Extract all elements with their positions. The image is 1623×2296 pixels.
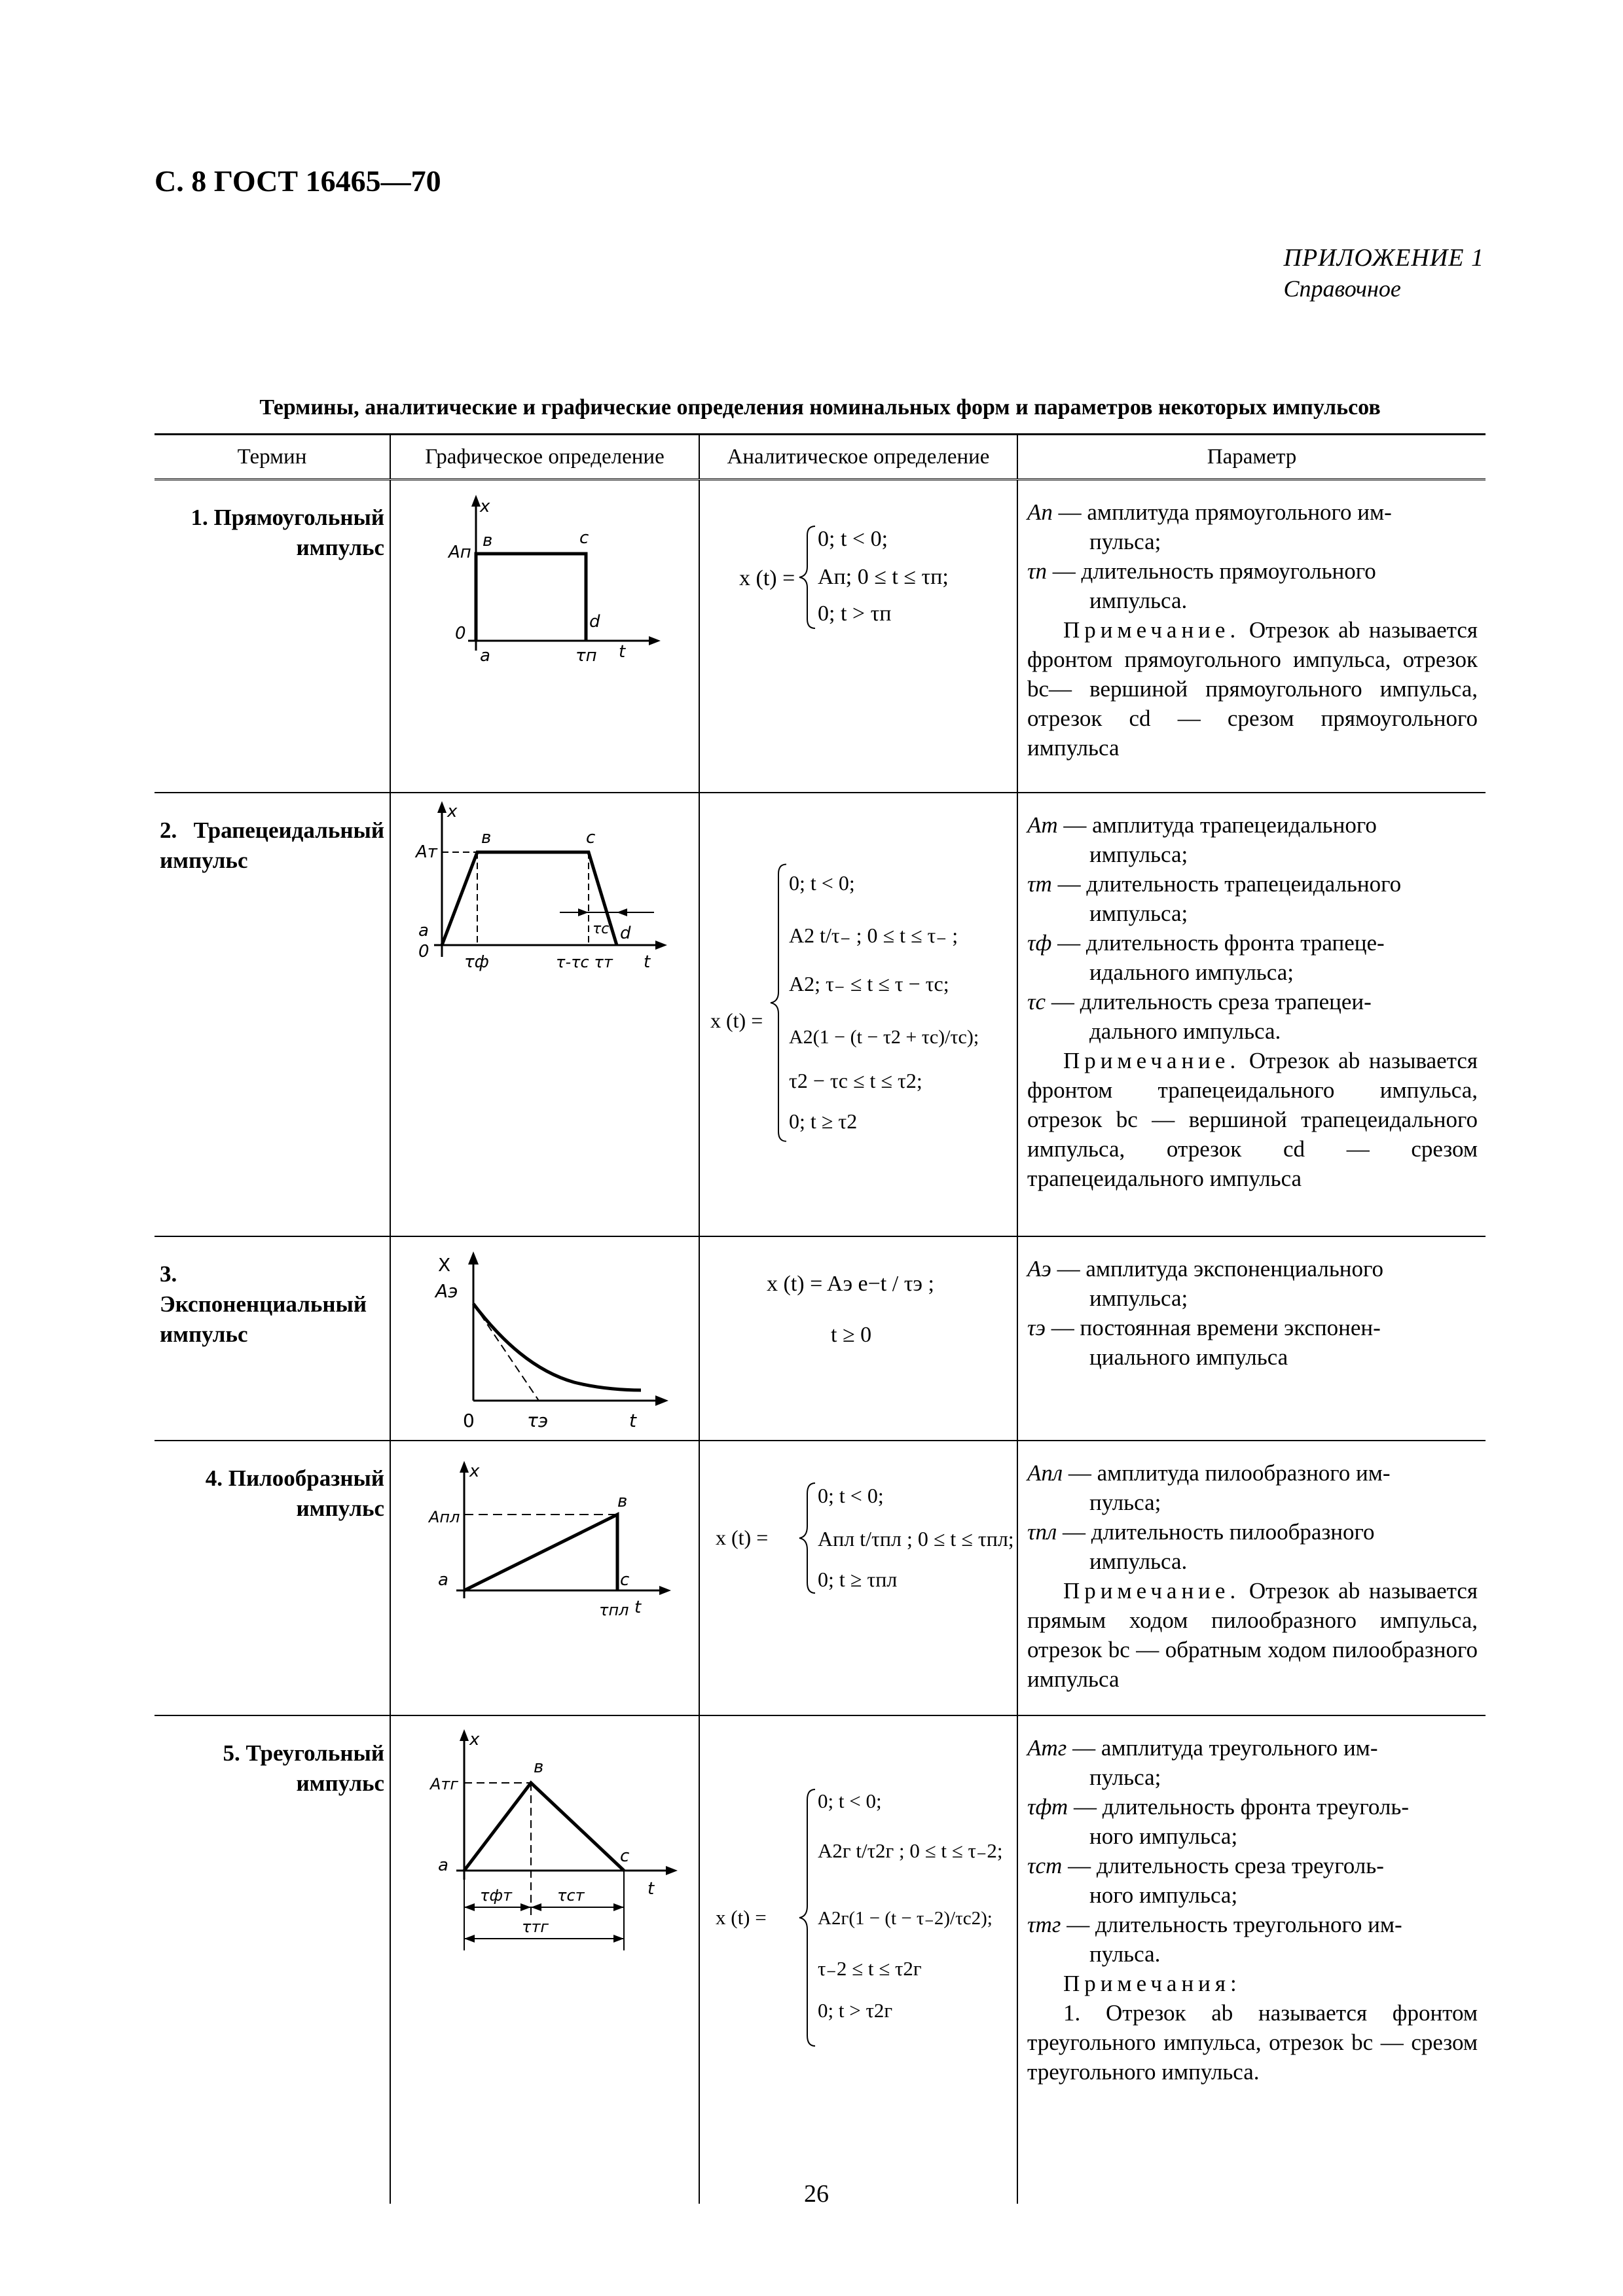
graph-cell (390, 480, 699, 793)
param-cell (1017, 1441, 1486, 1715)
graph-label: d (589, 612, 600, 632)
formula-case: Aп; 0 ≤ t ≤ τп; (818, 565, 949, 589)
note-text: 1. Отрезок ab называется фронтом треугольного импульса, отрезок bc — срезом треугольного импульса. (1027, 2000, 1478, 2085)
note-label: Примечание. (1063, 617, 1241, 643)
param-text: — длительность среза треуголь- (1068, 1852, 1384, 1878)
formula-cell (699, 793, 1017, 1236)
formula-cell (699, 1236, 1017, 1441)
formula-case: 0; t < 0; (818, 527, 888, 551)
appendix-subtitle: Справочное (1283, 276, 1401, 302)
param-text-cont: пульса. (1089, 1941, 1161, 1967)
param-line (1027, 1910, 1478, 1939)
graph-label: a (480, 646, 490, 666)
graph-label: Aтг (430, 1774, 459, 1793)
sawtooth-pulse-graph (391, 1441, 697, 1638)
note (1027, 615, 1478, 762)
graph-label: Aп (448, 543, 471, 562)
column-header-parameter: Параметр (1017, 435, 1486, 480)
graph-label: Aэ (435, 1280, 458, 1302)
graph-label: d (620, 923, 631, 943)
formula-case: 0; t > τ2г (818, 1998, 893, 2022)
formula-case: 0; t ≥ τ2 (789, 1109, 858, 1133)
param-symbol: τф (1027, 929, 1052, 956)
param-text: — амплитуда прямоугольного им- (1058, 499, 1392, 525)
param-line (1027, 497, 1478, 527)
graph-label: τфт (480, 1886, 512, 1905)
triangular-pulse-formula (700, 1716, 1017, 2056)
param-text-cont: пульса; (1089, 529, 1161, 554)
param-line (1027, 1313, 1478, 1342)
param-text: — длительность пилообразного (1063, 1518, 1375, 1545)
param-symbol: τт (1027, 870, 1052, 897)
graph-label: c (586, 827, 596, 848)
term-cell (155, 1715, 390, 2204)
graph-label: t (647, 1878, 655, 1899)
rectangular-pulse-graph (391, 480, 697, 677)
param-line (1027, 869, 1478, 899)
param-text-cont: пульса; (1089, 1764, 1161, 1790)
param-text-cont: пульса; (1089, 1489, 1161, 1515)
term-cell (155, 480, 390, 793)
formula-case: 0; t < 0; (818, 1789, 882, 1812)
param-symbol: Aт (1027, 812, 1058, 838)
graph-label: τф (464, 952, 489, 972)
note (1027, 1046, 1478, 1193)
appendix-title: ПРИЛОЖЕНИЕ 1 (1283, 244, 1484, 272)
param-text: — длительность фронта трапеце- (1057, 929, 1385, 956)
param-line (1027, 810, 1478, 840)
table-row (155, 793, 1486, 1236)
param-text: — длительность фронта треуголь- (1073, 1793, 1410, 1820)
param-line (1027, 1792, 1478, 1821)
param-text-cont: импульса. (1089, 588, 1188, 613)
column-header-graph: Графическое определение (390, 435, 699, 480)
trapezoidal-pulse-formula (700, 793, 1017, 1160)
formula-line: t ≥ 0 (831, 1322, 872, 1347)
graph-label: a (438, 1570, 448, 1590)
term-name: 2. Трапецеидальный импульс (160, 817, 384, 873)
param-text-cont: идального импульса; (1089, 959, 1294, 985)
graph-label: x (447, 801, 458, 821)
formula-case: τ2 − τc ≤ t ≤ τ2; (789, 1068, 922, 1092)
note-label: Примечание. (1063, 1047, 1241, 1073)
formula-lhs: x (t) = (739, 566, 795, 590)
graph-label: τ-τс τт (556, 952, 613, 971)
graph-label: τп (575, 646, 597, 666)
param-text-cont: циального импульса (1089, 1344, 1288, 1370)
graph-label: x (469, 1461, 480, 1481)
term-cell (155, 1236, 390, 1441)
param-line (1027, 928, 1478, 958)
graph-label: c (579, 528, 589, 548)
term-name: 4. Пилообразный импульс (205, 1465, 384, 1521)
note-text: Отрезок ab называется фронтом трапецеидального импульса, отрезок bc — вершиной трапецеидального импульса, отрезок cd — срезом трапецеидального импульса (1027, 1047, 1478, 1191)
term-name: 3. Экспоненциальный импульс (160, 1261, 367, 1347)
formula-case: A2г(1 − (t − τ₋2)/τc2); (818, 1907, 993, 1929)
param-text: — длительность прямоугольного (1052, 558, 1376, 584)
table-row (155, 480, 1486, 793)
param-text-cont: импульса; (1089, 900, 1188, 926)
graph-label: τст (557, 1886, 585, 1905)
param-line (1027, 1458, 1478, 1488)
param-symbol: Aп (1027, 499, 1053, 525)
param-text: — длительность трапецеидального (1057, 870, 1402, 897)
param-text-cont: импульса; (1089, 1285, 1188, 1311)
param-text-cont: импульса. (1089, 1548, 1188, 1574)
formula-lhs: x (t) = (716, 1905, 767, 1929)
graph-label: c (620, 1570, 630, 1590)
exponential-pulse-graph (391, 1237, 697, 1440)
param-symbol: τс (1027, 988, 1046, 1014)
param-line (1027, 556, 1478, 586)
param-line (1027, 1733, 1478, 1763)
sawtooth-pulse-formula (700, 1441, 1017, 1638)
formula-case: A2 t/τ₋ ; 0 ≤ t ≤ τ₋ ; (789, 923, 958, 947)
param-line (1027, 1851, 1478, 1880)
param-symbol: τпл (1027, 1518, 1057, 1545)
table-row (155, 1441, 1486, 1715)
formula-case: A2(1 − (t − τ2 + τc)/τc); (789, 1026, 979, 1048)
note-label: Примечание. (1063, 1577, 1241, 1604)
graph-label: в (534, 1757, 544, 1777)
param-line (1027, 987, 1478, 1016)
graph-label: τтг (522, 1917, 549, 1936)
formula-line: x (t) = Aэ e−t / τэ ; (767, 1271, 934, 1296)
formula-case: 0; t < 0; (818, 1483, 884, 1507)
graph-label: Aпл (429, 1507, 460, 1526)
graph-label: x (480, 497, 490, 516)
param-text: — амплитуда трапецеидального (1063, 812, 1377, 838)
exponential-pulse-formula (700, 1237, 1017, 1368)
term-name: 1. Прямоугольный импульс (191, 505, 384, 560)
param-symbol: τфт (1027, 1793, 1068, 1820)
formula-cell (699, 1715, 1017, 2204)
graph-cell (390, 1715, 699, 2204)
graph-cell (390, 1236, 699, 1441)
param-cell (1017, 793, 1486, 1236)
formula-lhs: x (t) = (710, 1008, 763, 1032)
param-symbol: τэ (1027, 1314, 1046, 1340)
page-number: 26 (804, 2180, 829, 2208)
graph-label: 0 (418, 941, 429, 961)
param-symbol: τтг (1027, 1911, 1061, 1937)
table-row (155, 1236, 1486, 1441)
graph-label: a (418, 920, 429, 941)
table-header-row (155, 435, 1486, 480)
formula-lhs: x (t) = (716, 1525, 769, 1549)
triangular-pulse-graph (391, 1716, 697, 1991)
graph-label: τс (593, 920, 610, 937)
standard-header: С. 8 ГОСТ 16465—70 (155, 164, 441, 198)
param-line (1027, 1517, 1478, 1547)
graph-label: a (438, 1855, 448, 1875)
column-header-analytic: Аналитическое определение (699, 435, 1017, 480)
formula-case: 0; t > τп (818, 601, 892, 626)
formula-case: 0; t ≥ τпл (818, 1567, 898, 1591)
param-text: — постоянная времени экспонен- (1051, 1314, 1381, 1340)
graph-label: Aт (416, 842, 437, 862)
formula-case: A2; τ₋ ≤ t ≤ τ − τc; (789, 971, 949, 996)
note (1027, 1576, 1478, 1694)
graph-label: 0 (455, 624, 466, 643)
definitions-table (155, 433, 1486, 2204)
graph-label: t (629, 1409, 636, 1431)
formula-case: τ₋2 ≤ t ≤ τ2г (818, 1956, 922, 1980)
note-text: Отрезок ab называется фронтом прямоугольного импульса, отрезок bc— вершиной прямоугольного импульса, отрезок cd — срезом прямоугольного импульса (1027, 617, 1478, 761)
param-symbol: Aэ (1027, 1255, 1051, 1282)
appendix-block (1284, 243, 1484, 302)
param-symbol: τп (1027, 558, 1048, 584)
graph-label: t (619, 642, 626, 662)
term-name: 5. Треугольный импульс (223, 1740, 384, 1796)
graph-label: x (469, 1729, 480, 1749)
graph-cell (390, 793, 699, 1236)
graph-label: 0 (463, 1409, 475, 1431)
param-text-cont: дального импульса. (1089, 1018, 1281, 1044)
formula-cell (699, 480, 1017, 793)
term-cell (155, 793, 390, 1236)
table-row (155, 1715, 1486, 2204)
table-caption: Термины, аналитические и графические определения номинальных форм и параметров некоторых импульсов (259, 395, 1381, 420)
param-symbol: Aтг (1027, 1734, 1067, 1761)
param-cell (1017, 1236, 1486, 1441)
graph-label: X (438, 1253, 451, 1276)
note-label: Примечания: (1063, 1970, 1241, 1996)
notes-label (1027, 1969, 1478, 1998)
param-line (1027, 1254, 1478, 1283)
formula-case: 0; t < 0; (789, 870, 855, 895)
param-symbol: τст (1027, 1852, 1063, 1878)
param-text: — амплитуда треугольного им- (1072, 1734, 1378, 1761)
column-header-term: Термин (155, 435, 390, 480)
graph-label: t (634, 1597, 642, 1617)
graph-label: в (483, 531, 493, 550)
formula-case: A2г t/τ2г ; 0 ≤ t ≤ τ₋2; (818, 1839, 1003, 1862)
param-cell (1017, 480, 1486, 793)
param-text: — амплитуда экспоненциального (1057, 1255, 1384, 1282)
param-text-cont: импульса; (1089, 841, 1188, 867)
graph-label: τпл (599, 1600, 629, 1619)
formula-cell (699, 1441, 1017, 1715)
trapezoidal-pulse-graph (391, 793, 697, 1003)
rectangular-pulse-formula (700, 480, 1017, 677)
graph-label: в (481, 827, 492, 848)
param-text-cont: ного импульса; (1089, 1823, 1238, 1849)
graph-label: τэ (527, 1409, 549, 1431)
param-text: — длительность среза трапецеи- (1051, 988, 1372, 1014)
graph-label: t (644, 952, 651, 972)
param-text-cont: ного импульса; (1089, 1882, 1238, 1908)
param-text: — амплитуда пилообразного им- (1068, 1460, 1391, 1486)
formula-case: Aпл t/τпл ; 0 ≤ t ≤ τпл; (818, 1526, 1014, 1551)
graph-cell (390, 1441, 699, 1715)
term-cell (155, 1441, 390, 1715)
param-text: — длительность треугольного им- (1067, 1911, 1402, 1937)
graph-label: в (617, 1491, 628, 1511)
graph-label: c (620, 1846, 630, 1866)
param-symbol: Aпл (1027, 1460, 1063, 1486)
param-cell (1017, 1715, 1486, 2204)
note-text: Отрезок ab называется прямым ходом пилообразного импульса, отрезок bc — обратным ходом пилообразного импульса (1027, 1577, 1478, 1692)
